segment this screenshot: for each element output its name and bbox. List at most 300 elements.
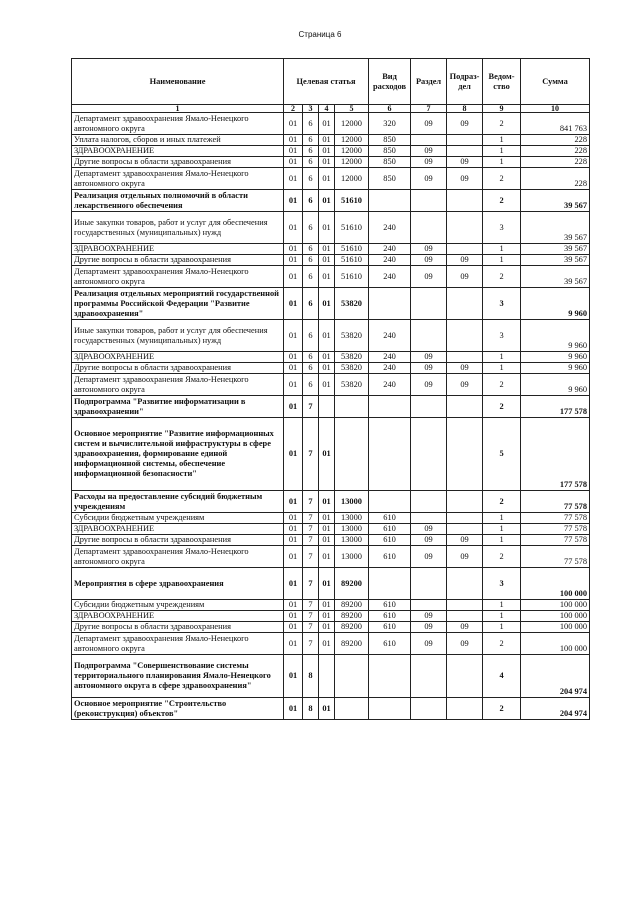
- expense-type: [369, 288, 411, 320]
- table-row: [72, 374, 590, 396]
- target-direction: 12000: [335, 146, 369, 157]
- table-row: [72, 622, 590, 633]
- table-row: [72, 288, 590, 320]
- row-sum: 39 567: [521, 244, 590, 255]
- table-row: [72, 535, 590, 546]
- expense-type: 610: [369, 546, 411, 568]
- department-code: 2: [483, 168, 521, 190]
- target-program: 01: [284, 212, 303, 244]
- section-code: [411, 190, 447, 212]
- target-event: 01: [319, 418, 335, 491]
- row-sum: 9 960: [521, 374, 590, 396]
- department-code: 1: [483, 600, 521, 611]
- target-direction: [335, 655, 369, 698]
- section-code: 09: [411, 255, 447, 266]
- target-direction: 51610: [335, 212, 369, 244]
- column-number: 10: [521, 105, 590, 113]
- subsection-code: [447, 352, 483, 363]
- target-subprogram: 6: [303, 157, 319, 168]
- table-row: [72, 655, 590, 698]
- section-code: 09: [411, 113, 447, 135]
- target-event: 01: [319, 288, 335, 320]
- row-name: Мероприятия в сфере здравоохранения: [72, 568, 284, 600]
- department-code: 3: [483, 212, 521, 244]
- row-name: Субсидии бюджетным учреждениям: [72, 600, 284, 611]
- subsection-code: 09: [447, 168, 483, 190]
- section-code: [411, 568, 447, 600]
- row-sum: 77 578: [521, 513, 590, 524]
- column-number: 3: [303, 105, 319, 113]
- target-program: 01: [284, 288, 303, 320]
- table-row: [72, 568, 590, 600]
- target-event: 01: [319, 244, 335, 255]
- row-name: Иные закупки товаров, работ и услуг для обеспечения государственных (муниципальных) нужд: [72, 320, 284, 352]
- section-code: [411, 288, 447, 320]
- department-code: 2: [483, 491, 521, 513]
- row-sum: 228: [521, 146, 590, 157]
- department-code: 1: [483, 535, 521, 546]
- target-subprogram: 7: [303, 568, 319, 600]
- target-direction: 12000: [335, 168, 369, 190]
- row-name: Подпрограмма "Совершенствование системы территориального планирования Ямало-Ненецкого автономного округа в сфере здравоохранения": [72, 655, 284, 698]
- row-sum: 228: [521, 135, 590, 146]
- target-direction: [335, 396, 369, 418]
- subsection-code: [447, 418, 483, 491]
- section-code: 09: [411, 546, 447, 568]
- target-direction: 53820: [335, 288, 369, 320]
- target-direction: 51610: [335, 266, 369, 288]
- target-program: 01: [284, 524, 303, 535]
- target-program: 01: [284, 633, 303, 655]
- expense-type: 610: [369, 513, 411, 524]
- expense-type: 240: [369, 266, 411, 288]
- department-code: 1: [483, 611, 521, 622]
- expense-type: 240: [369, 352, 411, 363]
- target-program: 01: [284, 363, 303, 374]
- row-name: Другие вопросы в области здравоохранения: [72, 363, 284, 374]
- expense-type: 240: [369, 320, 411, 352]
- row-sum: 177 578: [521, 418, 590, 491]
- table-row: [72, 633, 590, 655]
- row-name: Департамент здравоохранения Ямало-Ненецкого автономного округа: [72, 168, 284, 190]
- department-code: 1: [483, 146, 521, 157]
- section-code: [411, 212, 447, 244]
- section-code: 09: [411, 244, 447, 255]
- subsection-code: 09: [447, 266, 483, 288]
- target-subprogram: 7: [303, 535, 319, 546]
- target-event: 01: [319, 190, 335, 212]
- row-name: Департамент здравоохранения Ямало-Ненецкого автономного округа: [72, 633, 284, 655]
- column-number: 6: [369, 105, 411, 113]
- target-subprogram: 6: [303, 113, 319, 135]
- section-code: [411, 600, 447, 611]
- row-sum: 228: [521, 157, 590, 168]
- target-direction: 89200: [335, 622, 369, 633]
- row-sum: 77 578: [521, 524, 590, 535]
- target-event: 01: [319, 157, 335, 168]
- subsection-code: [447, 146, 483, 157]
- section-code: [411, 655, 447, 698]
- target-subprogram: 6: [303, 212, 319, 244]
- subsection-code: [447, 513, 483, 524]
- target-event: 01: [319, 266, 335, 288]
- target-subprogram: 6: [303, 288, 319, 320]
- section-code: 09: [411, 633, 447, 655]
- expense-type: 850: [369, 146, 411, 157]
- row-name: Реализация отдельных мероприятий государственной программы Российской Федерации "Развитие здравоохранения": [72, 288, 284, 320]
- table-row: [72, 396, 590, 418]
- row-name: Реализация отдельных полномочий в области лекарственного обеспечения: [72, 190, 284, 212]
- section-code: 09: [411, 611, 447, 622]
- target-subprogram: 7: [303, 524, 319, 535]
- target-direction: 89200: [335, 633, 369, 655]
- department-code: 1: [483, 622, 521, 633]
- department-code: 1: [483, 513, 521, 524]
- target-event: 01: [319, 113, 335, 135]
- subsection-code: [447, 611, 483, 622]
- row-sum: 9 960: [521, 363, 590, 374]
- section-code: [411, 396, 447, 418]
- expense-type: 610: [369, 600, 411, 611]
- section-code: 09: [411, 524, 447, 535]
- target-event: 01: [319, 513, 335, 524]
- target-subprogram: 7: [303, 418, 319, 491]
- section-code: 09: [411, 622, 447, 633]
- target-direction: 13000: [335, 535, 369, 546]
- target-subprogram: 7: [303, 611, 319, 622]
- target-event: 01: [319, 633, 335, 655]
- department-code: 3: [483, 288, 521, 320]
- row-name: ЗДРАВООХРАНЕНИЕ: [72, 524, 284, 535]
- target-event: 01: [319, 698, 335, 720]
- target-subprogram: 7: [303, 513, 319, 524]
- target-subprogram: 6: [303, 374, 319, 396]
- table-row: [72, 546, 590, 568]
- target-event: 01: [319, 146, 335, 157]
- subsection-code: 09: [447, 546, 483, 568]
- subsection-code: [447, 524, 483, 535]
- expense-type: 240: [369, 244, 411, 255]
- department-code: 1: [483, 352, 521, 363]
- target-direction: [335, 698, 369, 720]
- table-row: [72, 255, 590, 266]
- target-subprogram: 6: [303, 266, 319, 288]
- row-name: Подпрограмма "Развитие информатизации в здравоохранении": [72, 396, 284, 418]
- table-row: [72, 266, 590, 288]
- table-row: [72, 168, 590, 190]
- subsection-code: [447, 320, 483, 352]
- target-subprogram: 6: [303, 168, 319, 190]
- column-number: 2: [284, 105, 303, 113]
- table-row: [72, 513, 590, 524]
- subsection-code: [447, 244, 483, 255]
- department-code: 2: [483, 374, 521, 396]
- expense-type: [369, 190, 411, 212]
- target-subprogram: 8: [303, 655, 319, 698]
- target-direction: [335, 418, 369, 491]
- subsection-code: [447, 600, 483, 611]
- row-name: ЗДРАВООХРАНЕНИЕ: [72, 244, 284, 255]
- department-code: 1: [483, 255, 521, 266]
- target-subprogram: 6: [303, 352, 319, 363]
- department-code: 1: [483, 244, 521, 255]
- subsection-code: [447, 190, 483, 212]
- expense-type: 610: [369, 622, 411, 633]
- target-event: 01: [319, 546, 335, 568]
- table-row: [72, 600, 590, 611]
- target-program: 01: [284, 655, 303, 698]
- row-name: Основное мероприятие "Развитие информационных систем и вычислительной инфраструктуры в сфере здравоохранения, формирование единой информационной системы, обеспечение информационной безопасности": [72, 418, 284, 491]
- row-name: Иные закупки товаров, работ и услуг для обеспечения государственных (муниципальных) нужд: [72, 212, 284, 244]
- expense-type: [369, 655, 411, 698]
- expense-type: 850: [369, 168, 411, 190]
- row-sum: 100 000: [521, 568, 590, 600]
- row-sum: 204 974: [521, 698, 590, 720]
- row-sum: 39 567: [521, 266, 590, 288]
- target-event: 01: [319, 212, 335, 244]
- expense-type: 240: [369, 363, 411, 374]
- row-sum: 9 960: [521, 320, 590, 352]
- target-subprogram: 6: [303, 363, 319, 374]
- section-code: 09: [411, 266, 447, 288]
- row-name: Департамент здравоохранения Ямало-Ненецкого автономного округа: [72, 113, 284, 135]
- header-sum: Сумма: [521, 59, 590, 105]
- column-number: 5: [335, 105, 369, 113]
- department-code: 1: [483, 524, 521, 535]
- header-subsection: Подраз-дел: [447, 59, 483, 105]
- department-code: 3: [483, 320, 521, 352]
- row-name: Департамент здравоохранения Ямало-Ненецкого автономного округа: [72, 266, 284, 288]
- row-sum: 9 960: [521, 352, 590, 363]
- target-event: 01: [319, 320, 335, 352]
- target-subprogram: 7: [303, 622, 319, 633]
- section-code: [411, 698, 447, 720]
- header-department: Ведом-ство: [483, 59, 521, 105]
- department-code: 3: [483, 568, 521, 600]
- header-name: Наименование: [72, 59, 284, 105]
- target-direction: 89200: [335, 568, 369, 600]
- row-sum: 77 578: [521, 535, 590, 546]
- expense-type: [369, 396, 411, 418]
- expense-type: [369, 698, 411, 720]
- target-event: 01: [319, 611, 335, 622]
- department-code: 5: [483, 418, 521, 491]
- target-subprogram: 8: [303, 698, 319, 720]
- subsection-code: [447, 655, 483, 698]
- section-code: [411, 418, 447, 491]
- target-program: 01: [284, 266, 303, 288]
- column-number: 8: [447, 105, 483, 113]
- row-sum: 77 578: [521, 491, 590, 513]
- row-sum: 177 578: [521, 396, 590, 418]
- row-name: Основное мероприятие "Строительство (реконструкция) объектов": [72, 698, 284, 720]
- expense-type: [369, 418, 411, 491]
- target-program: 01: [284, 352, 303, 363]
- column-number: 9: [483, 105, 521, 113]
- target-subprogram: 7: [303, 600, 319, 611]
- subsection-code: 09: [447, 157, 483, 168]
- expense-type: 610: [369, 524, 411, 535]
- target-program: 01: [284, 157, 303, 168]
- target-program: 01: [284, 374, 303, 396]
- target-subprogram: 6: [303, 135, 319, 146]
- target-program: 01: [284, 190, 303, 212]
- target-event: 01: [319, 135, 335, 146]
- section-code: 09: [411, 146, 447, 157]
- target-direction: 13000: [335, 491, 369, 513]
- subsection-code: [447, 698, 483, 720]
- target-event: 01: [319, 600, 335, 611]
- target-direction: 13000: [335, 524, 369, 535]
- table-row: [72, 611, 590, 622]
- row-sum: 228: [521, 168, 590, 190]
- expense-type: [369, 491, 411, 513]
- expense-type: 850: [369, 135, 411, 146]
- section-code: 09: [411, 363, 447, 374]
- target-program: 01: [284, 568, 303, 600]
- row-name: Субсидии бюджетным учреждениям: [72, 513, 284, 524]
- target-subprogram: 6: [303, 190, 319, 212]
- row-name: ЗДРАВООХРАНЕНИЕ: [72, 611, 284, 622]
- table-row: [72, 146, 590, 157]
- table-body: [72, 113, 590, 720]
- table-row: [72, 190, 590, 212]
- target-event: 01: [319, 255, 335, 266]
- target-program: 01: [284, 146, 303, 157]
- column-number: 7: [411, 105, 447, 113]
- department-code: 2: [483, 633, 521, 655]
- row-sum: 100 000: [521, 622, 590, 633]
- row-sum: 77 578: [521, 546, 590, 568]
- expense-type: 610: [369, 535, 411, 546]
- section-code: 09: [411, 157, 447, 168]
- target-direction: 89200: [335, 600, 369, 611]
- table-row: [72, 352, 590, 363]
- target-direction: 89200: [335, 611, 369, 622]
- subsection-code: 09: [447, 255, 483, 266]
- row-name: Департамент здравоохранения Ямало-Ненецкого автономного округа: [72, 546, 284, 568]
- subsection-code: 09: [447, 363, 483, 374]
- column-number: 4: [319, 105, 335, 113]
- target-program: 01: [284, 622, 303, 633]
- target-subprogram: 6: [303, 146, 319, 157]
- expense-type: 850: [369, 157, 411, 168]
- subsection-code: 09: [447, 622, 483, 633]
- department-code: 1: [483, 363, 521, 374]
- subsection-code: 09: [447, 633, 483, 655]
- budget-table: [71, 58, 590, 720]
- row-name: Другие вопросы в области здравоохранения: [72, 157, 284, 168]
- subsection-code: [447, 568, 483, 600]
- section-code: [411, 513, 447, 524]
- subsection-code: 09: [447, 113, 483, 135]
- section-code: 09: [411, 168, 447, 190]
- target-subprogram: 7: [303, 633, 319, 655]
- expense-type: 240: [369, 255, 411, 266]
- target-direction: 51610: [335, 255, 369, 266]
- target-direction: 51610: [335, 244, 369, 255]
- section-code: 09: [411, 374, 447, 396]
- subsection-code: [447, 288, 483, 320]
- department-code: 4: [483, 655, 521, 698]
- row-name: Другие вопросы в области здравоохранения: [72, 622, 284, 633]
- target-direction: 53820: [335, 374, 369, 396]
- table-row: [72, 212, 590, 244]
- subsection-code: [447, 491, 483, 513]
- target-program: 01: [284, 611, 303, 622]
- table-row: [72, 524, 590, 535]
- table-row: [72, 698, 590, 720]
- header-target: Целевая статья: [284, 59, 369, 105]
- target-direction: 12000: [335, 113, 369, 135]
- table-row: [72, 135, 590, 146]
- row-sum: 204 974: [521, 655, 590, 698]
- row-name: Департамент здравоохранения Ямало-Ненецкого автономного округа: [72, 374, 284, 396]
- expense-type: 320: [369, 113, 411, 135]
- department-code: 1: [483, 157, 521, 168]
- table-row: [72, 491, 590, 513]
- target-event: 01: [319, 622, 335, 633]
- target-program: 01: [284, 320, 303, 352]
- column-number: 1: [72, 105, 284, 113]
- table-row: [72, 113, 590, 135]
- target-program: 01: [284, 546, 303, 568]
- target-program: 01: [284, 113, 303, 135]
- target-subprogram: 6: [303, 255, 319, 266]
- target-direction: 51610: [335, 190, 369, 212]
- expense-type: [369, 568, 411, 600]
- target-event: 01: [319, 374, 335, 396]
- target-event: 01: [319, 363, 335, 374]
- section-code: 09: [411, 352, 447, 363]
- row-name: Уплата налогов, сборов и иных платежей: [72, 135, 284, 146]
- target-program: 01: [284, 698, 303, 720]
- row-sum: 39 567: [521, 190, 590, 212]
- target-direction: 53820: [335, 352, 369, 363]
- section-code: [411, 320, 447, 352]
- table-row: [72, 157, 590, 168]
- row-sum: 39 567: [521, 212, 590, 244]
- department-code: 2: [483, 113, 521, 135]
- target-subprogram: 7: [303, 546, 319, 568]
- target-program: 01: [284, 535, 303, 546]
- target-event: [319, 655, 335, 698]
- row-sum: 100 000: [521, 611, 590, 622]
- target-subprogram: 6: [303, 244, 319, 255]
- target-event: 01: [319, 568, 335, 600]
- table-row: [72, 320, 590, 352]
- target-direction: 53820: [335, 320, 369, 352]
- column-number-row: [72, 105, 590, 113]
- row-name: ЗДРАВООХРАНЕНИЕ: [72, 352, 284, 363]
- expense-type: 240: [369, 374, 411, 396]
- target-direction: 13000: [335, 513, 369, 524]
- target-subprogram: 6: [303, 320, 319, 352]
- target-direction: 12000: [335, 157, 369, 168]
- header-expense-type: Вид расходов: [369, 59, 411, 105]
- expense-type: 610: [369, 633, 411, 655]
- target-event: 01: [319, 535, 335, 546]
- department-code: 1: [483, 135, 521, 146]
- target-program: 01: [284, 244, 303, 255]
- department-code: 2: [483, 546, 521, 568]
- target-direction: 53820: [335, 363, 369, 374]
- subsection-code: 09: [447, 535, 483, 546]
- target-program: 01: [284, 513, 303, 524]
- target-program: 01: [284, 418, 303, 491]
- row-sum: 100 000: [521, 600, 590, 611]
- row-name: Расходы на предоставление субсидий бюджетным учреждениям: [72, 491, 284, 513]
